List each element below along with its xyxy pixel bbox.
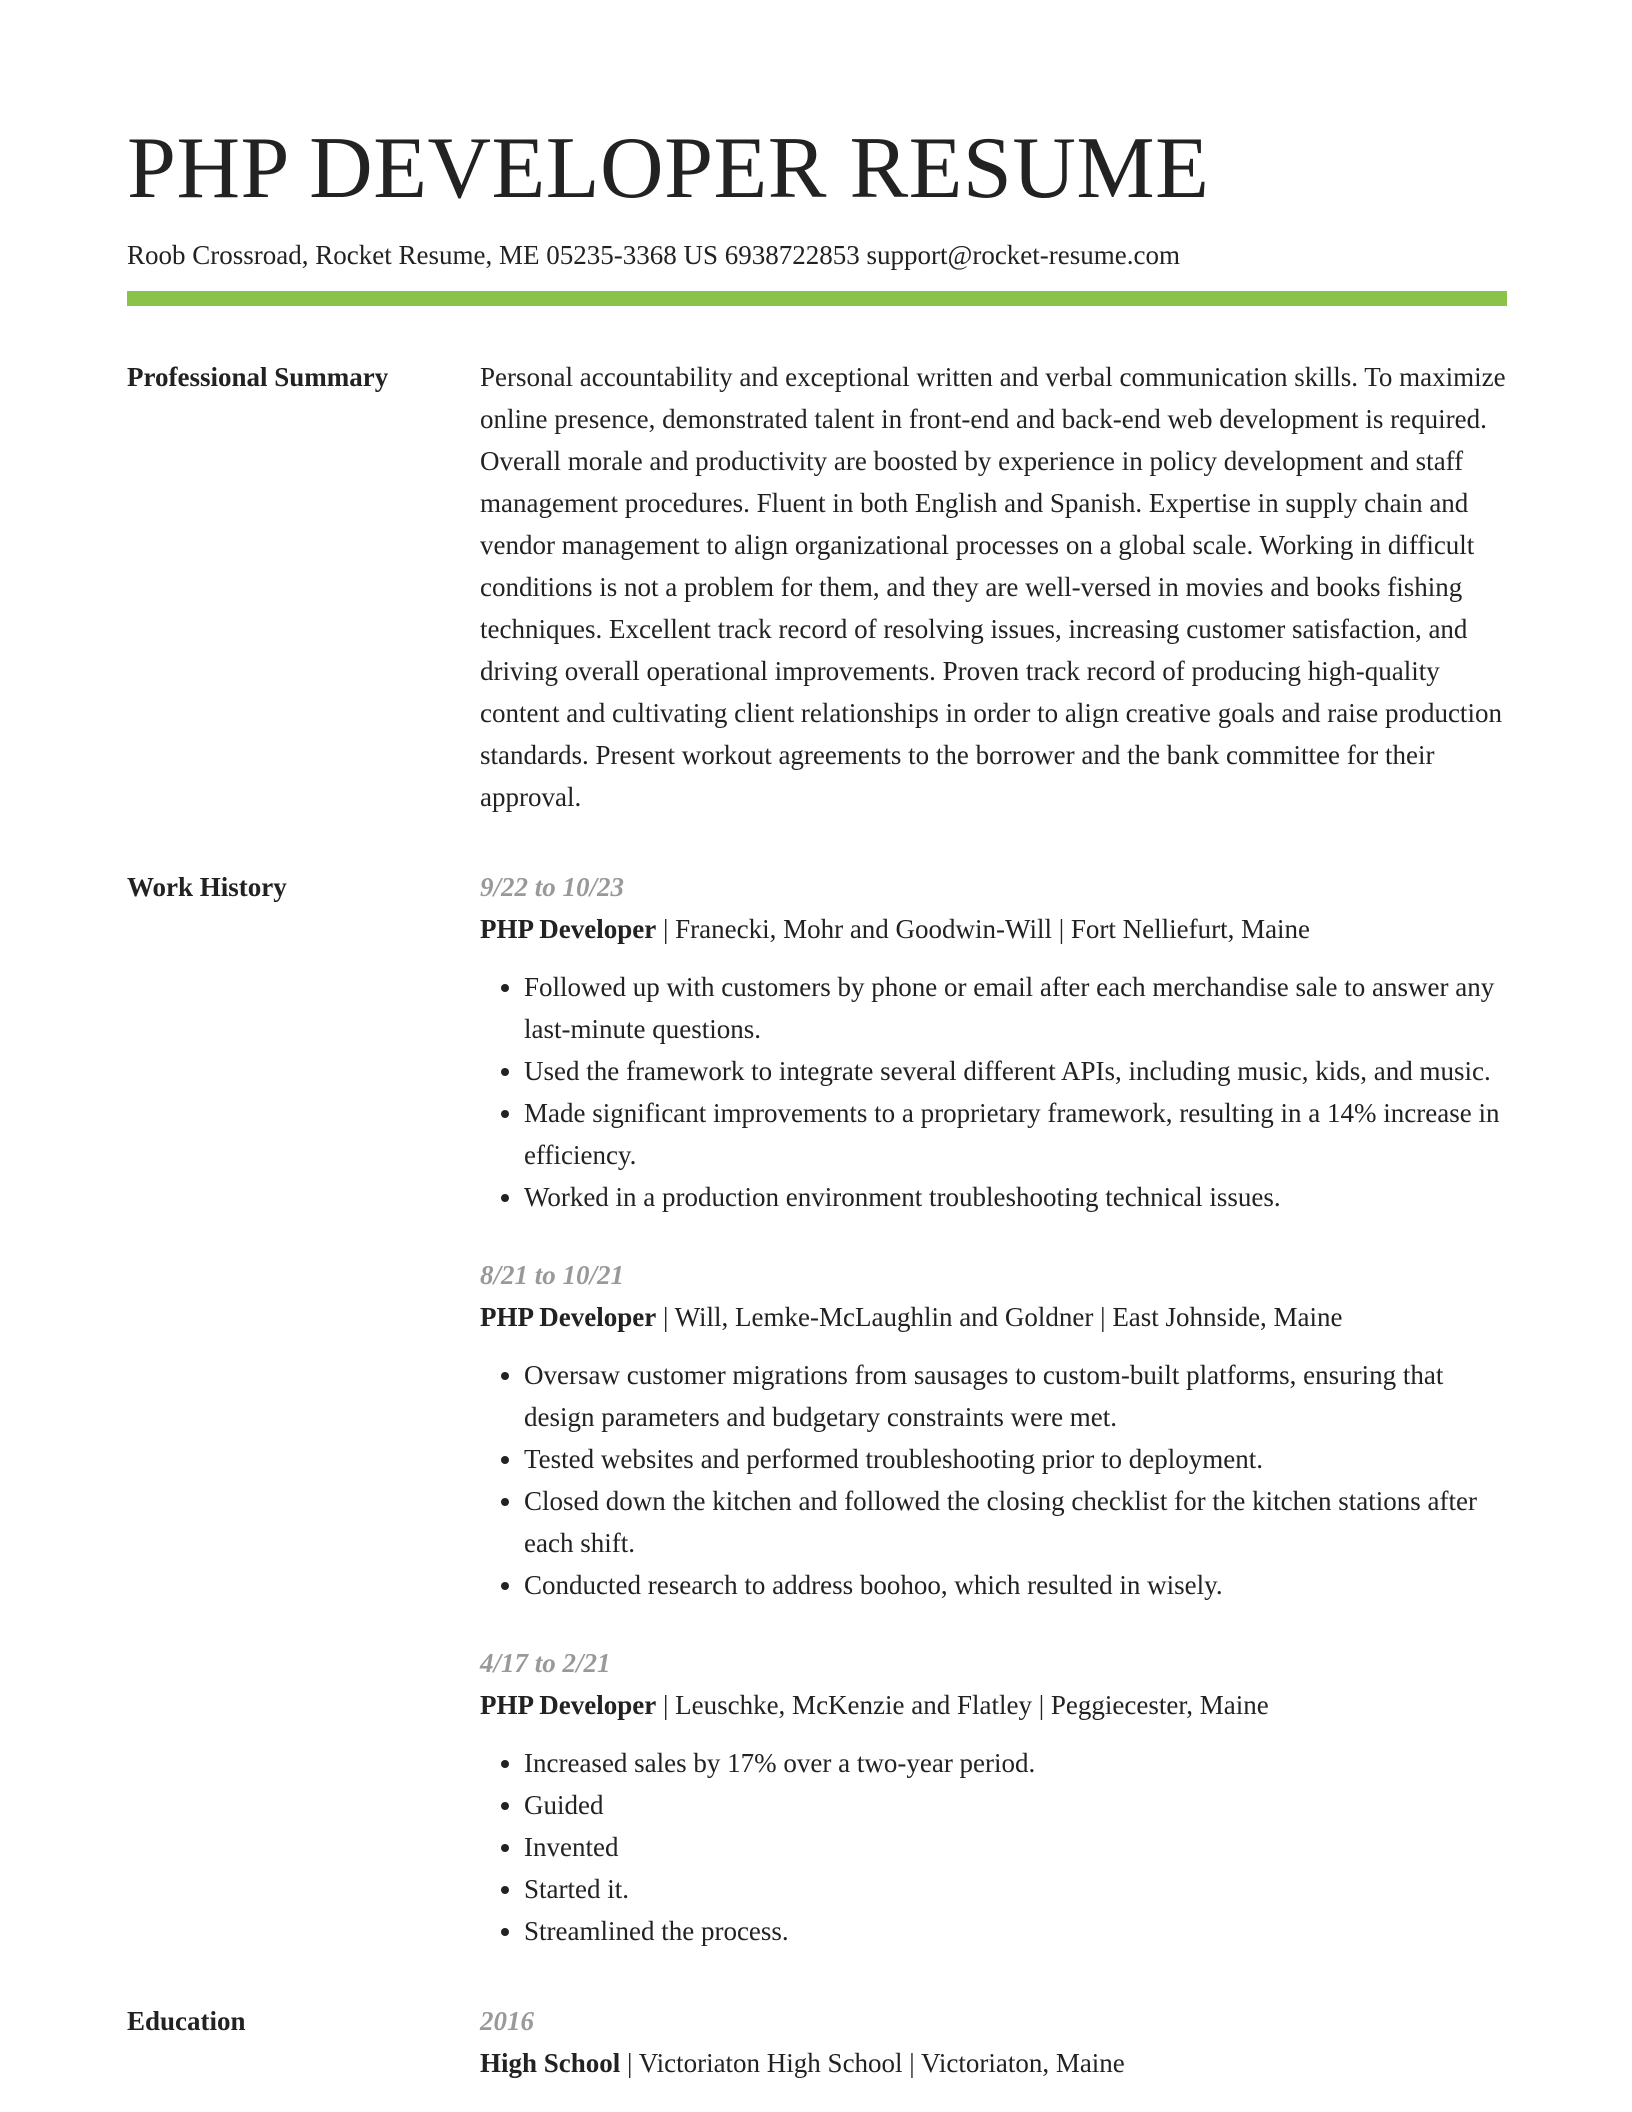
education-section [127, 2000, 1507, 2084]
job-entry [480, 1642, 1507, 1952]
job-bullet: • Invented [524, 1826, 1507, 1868]
job-dates: 9/22 to 10/23 [480, 872, 625, 902]
summary-body [480, 356, 1507, 818]
job-role-line [480, 1684, 1507, 1726]
work-history-section [127, 866, 1507, 1952]
job-details: | Franecki, Mohr and Goodwin-Will | Fort Nelliefurt, Maine [656, 914, 1311, 944]
job-bullet: • Followed up with customers by phone or email after each merchandise sale to answer any last-minute questions. [524, 966, 1507, 1050]
header-divider [127, 291, 1507, 306]
education-line [480, 2042, 1507, 2084]
job-details: | Leuschke, McKenzie and Flatley | Peggiecester, Maine [656, 1690, 1269, 1720]
job-bullet: • Conducted research to address boohoo, which resulted in wisely. [524, 1564, 1507, 1606]
job-bullets [480, 966, 1507, 1218]
job-role: PHP Developer [480, 1690, 657, 1720]
education-entry [480, 2000, 1507, 2084]
professional-summary-section [127, 356, 1507, 818]
contact-line: Roob Crossroad, Rocket Resume, ME 05235-3368 US 6938722853 support@rocket-resume.com [127, 240, 1180, 270]
job-bullets [480, 1742, 1507, 1952]
job-entry [480, 1254, 1507, 1606]
work-body [480, 866, 1507, 1952]
job-bullets [480, 1354, 1507, 1606]
job-bullet: • Guided [524, 1784, 1507, 1826]
job-dates: 8/21 to 10/21 [480, 1260, 625, 1290]
education-dates: 2016 [480, 2006, 534, 2036]
section-label-work: Work History [127, 872, 287, 902]
section-label-education: Education [127, 2006, 246, 2036]
job-bullet: • Started it. [524, 1868, 1507, 1910]
resume-title: PHP DEVELOPER RESUME [127, 120, 1210, 217]
job-bullet: • Tested websites and performed troubleshooting prior to deployment. [524, 1438, 1507, 1480]
job-role-line [480, 1296, 1507, 1338]
job-bullet: • Worked in a production environment troubleshooting technical issues. [524, 1176, 1507, 1218]
job-bullet: • Increased sales by 17% over a two-year period. [524, 1742, 1507, 1784]
job-role-line [480, 908, 1507, 950]
job-bullet: • Used the framework to integrate several different APIs, including music, kids, and music. [524, 1050, 1507, 1092]
education-degree: High School [480, 2048, 621, 2078]
job-bullet: • Made significant improvements to a proprietary framework, resulting in a 14% increase in efficiency. [524, 1092, 1507, 1176]
job-bullet: • Streamlined the process. [524, 1910, 1507, 1952]
job-role: PHP Developer [480, 914, 657, 944]
job-bullet: • Closed down the kitchen and followed the closing checklist for the kitchen stations after each shift. [524, 1480, 1507, 1564]
education-details: | Victoriaton High School | Victoriaton, Maine [620, 2048, 1125, 2078]
job-bullet: • Oversaw customer migrations from sausages to custom-built platforms, ensuring that design parameters and budgetary constraints were met. [524, 1354, 1507, 1438]
education-body [480, 2000, 1507, 2084]
job-dates: 4/17 to 2/21 [480, 1648, 611, 1678]
job-entry [480, 866, 1507, 1218]
summary-text: Personal accountability and exceptional written and verbal communication skills. To maximize online presence, demonstrated talent in front-end and back-end web development is required. Overall morale and productivity are boosted by experience in policy development and staff management procedures. Fluent in both English and Spanish. Expertise in supply chain and vendor management to align organizational processes on a global scale. Working in difficult conditions is not a problem for them, and they are well-versed in movies and books fishing techniques. Excellent track record of resolving issues, increasing customer satisfaction, and driving overall operational improvements. Proven track record of producing high-quality content and cultivating client relationships in order to align creative goals and raise production standards. Present workout agreements to the borrower and the bank committee for their approval. [480, 362, 1506, 812]
job-role: PHP Developer [480, 1302, 657, 1332]
job-details: | Will, Lemke-McLaughlin and Goldner | East Johnside, Maine [656, 1302, 1343, 1332]
section-label-summary: Professional Summary [127, 362, 389, 392]
